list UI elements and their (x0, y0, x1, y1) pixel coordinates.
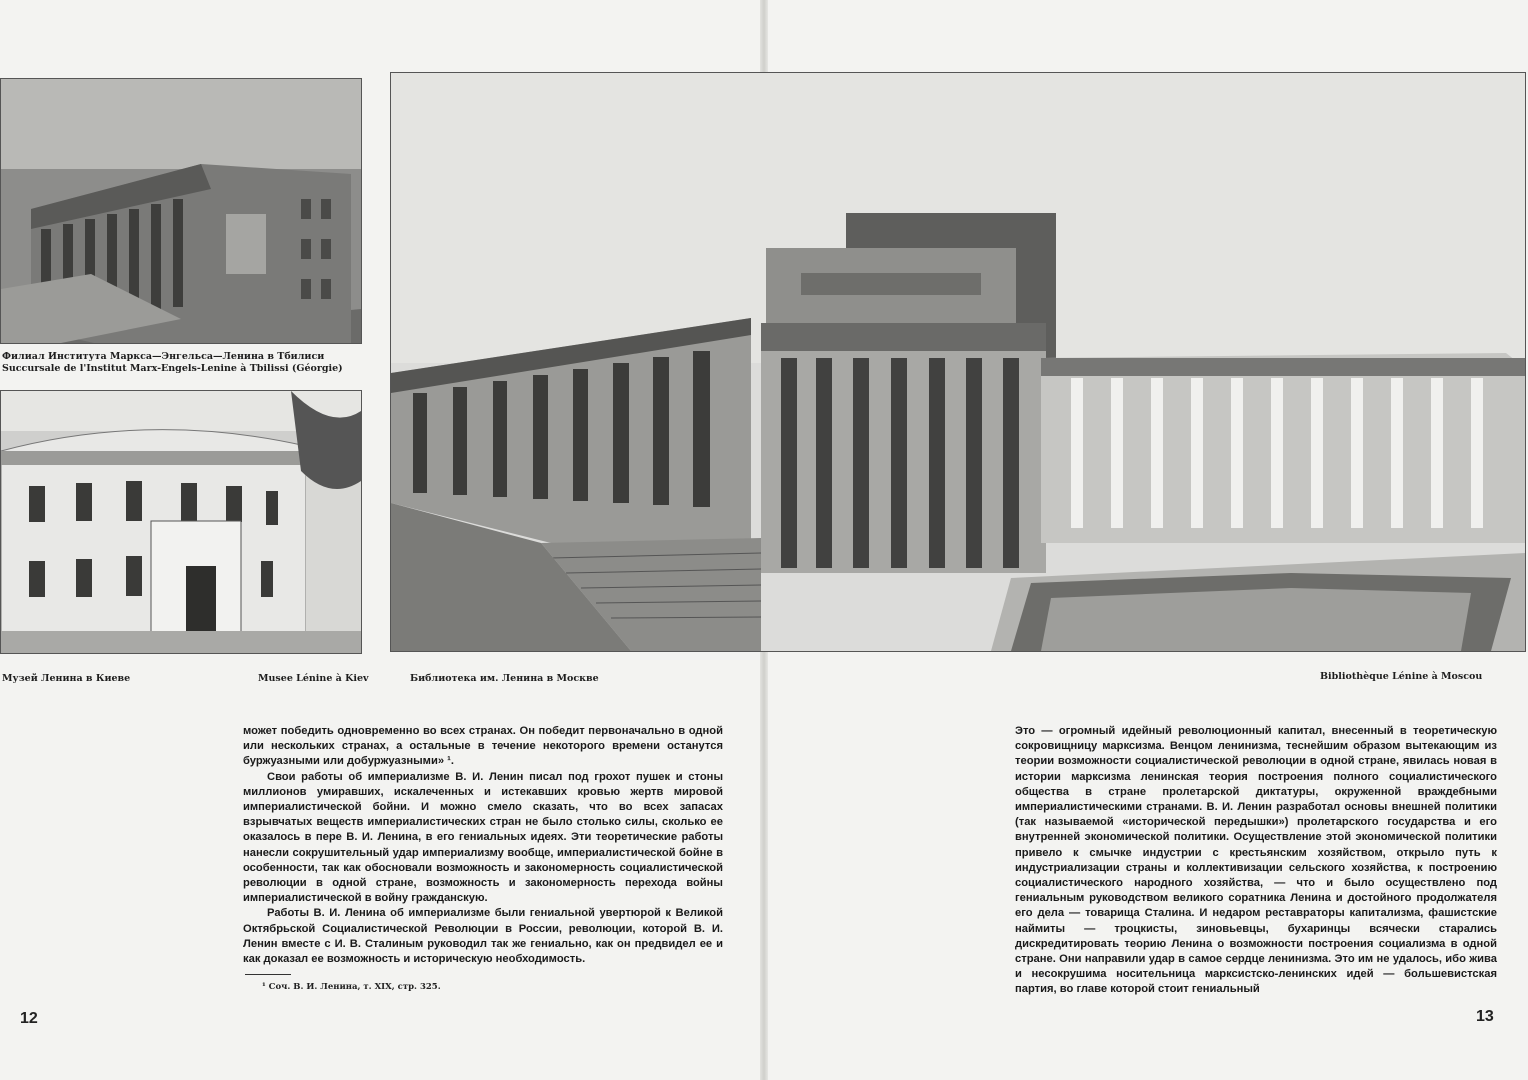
right-page-text (1015, 724, 1497, 998)
caption-tbilisi-fr: Succursale de l'Institut Marx-Engels-Lenine à Tbilissi (Géorgie) (2, 363, 343, 374)
page-number-right: 13 (1476, 1008, 1494, 1025)
caption-moscow-ru: Библиотека им. Ленина в Москве (410, 673, 599, 684)
left-paragraph-3: Работы В. И. Ленина об империализме были гениальной увертюрой к Великой Октябрьской Социалистической Революции в России, революции, которой В. И. Ленин вместе с И. В. Сталиным руководил так же гениально, как он предвидел ее и как доказал ее возможность и историческую необходимость. (243, 907, 723, 966)
footnote-rule (245, 974, 291, 975)
left-paragraph-1: может победить одновременно во всех странах. Он победит первоначально в одной или нескольких странах, а остальные в течение некоторого времени останутся буржуазными или добуржуазными» ¹. (243, 725, 723, 768)
caption-moscow-fr: Bibliothèque Lénine à Moscou (1320, 671, 1483, 682)
photo-moscow-library (390, 72, 1526, 652)
page-number-left: 12 (20, 1010, 38, 1027)
footnote: ¹ Соч. В. И. Ленина, т. XIX, стр. 325. (262, 982, 441, 992)
photo-kiev-museum (0, 390, 362, 654)
photo-tbilisi-institute (0, 78, 362, 344)
left-page-text (243, 724, 723, 967)
left-paragraph-2: Свои работы об империализме В. И. Ленин писал под грохот пушек и стоны миллионов умиравших, искалеченных и истекавших кровью жертв мировой империалистической бойни. И можно смело сказать, что во всех запасах взрывчатых веществ империалистических стран не было столько силы, сколько ее оказалось в пере В. И. Ленина, в его гениальных идеях. Эти теоретические работы нанесли сокрушительный удар империализму вообще, империалистической бойне в особенности, так как обосновали возможность и закономерность социалистической революции в одной стране, возможность и закономерность перехода войны империалистической в войну гражданскую. (243, 770, 723, 905)
caption-tbilisi-ru: Филиал Института Маркса—Энгельса—Ленина в Тбилиси (2, 351, 325, 362)
caption-kiev-ru: Музей Ленина в Киеве (2, 673, 131, 684)
right-paragraph-1: Это — огромный идейный революционный капитал, внесенный в теоретическую сокровищницу марксизма. Венцом ленинизма, теснейшим образом вытекающим из теории возможности социалистической революции в одной стране, явилась новая в истории марксизма ленинская теория построения полного социалистического общества в стране пролетарской диктатуры, окруженной враждебными империалистическими странами. В. И. Ленин разработал основы внешней политики (так называемой «исторической передышки») пролетарского государства и его внутренней экономической политики. Осуществление этой экономической политики привело к смычке индустрии с крестьянским хозяйством, открыло путь к индустриализации страны и коллективизации сельского хозяйства, к построению социалистического народного хозяйства, — что и было осуществлено под гениальным руководством великого соратника Ленина и достойного продолжателя его дела — товарища Сталина. И недаром реставраторы капитализма, фашистские наймиты — троцкисты, зиновьевцы, бухаринцы всячески старались дискредитировать теорию Ленина о возможности построения социализма в одной стране. Они направили удар в самое сердце ленинизма. Это им не удалось, ибо жива и несокрушима носительница марксистско-ленинских идей — большевистская партия, во главе которой стоит гениальный (1015, 725, 1497, 996)
caption-kiev-fr: Musee Lénine à Kiev (258, 673, 369, 684)
